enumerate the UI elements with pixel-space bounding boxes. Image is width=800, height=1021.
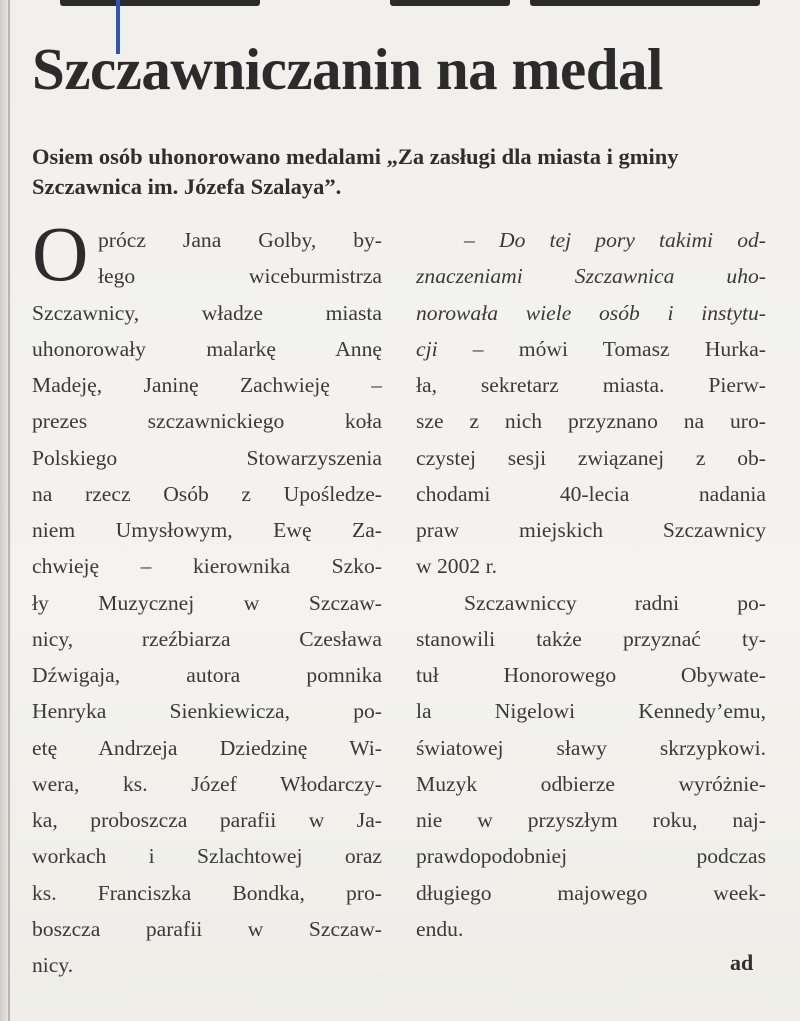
text-line: tuł Honorowego Obywate- [416,663,766,687]
text-line: niem Umysłowym, Ewę Za- [32,518,382,542]
text-line: ka, proboszcza parafii w Ja- [32,808,382,832]
text-line: Dźwigaja, autora pomnika [32,663,382,687]
text-line: etę Andrzeja Dziedzinę Wi- [32,735,382,760]
text-line: Muzyk odbierze wyróżnie- [416,771,766,796]
text-line: prawdopodobniej podczas [416,844,766,869]
text-line: prócz Jana Golby, by- [98,228,382,252]
quote-line: norowała wiele osób i instytu- [416,300,766,325]
text-line: uhonorowały malarkę Annę [32,336,382,361]
text-line: nicy. [32,953,74,977]
text-line: chwieję – kierownika Szko- [32,554,382,579]
quote-line: – Do tej pory takimi od- [464,228,766,252]
text-line: Madeję, Janinę Zachwieję – [32,373,382,397]
quote-end: cji [416,336,438,361]
text-line [416,331,766,367]
text-line: w 2002 r. [416,554,497,579]
text-line: ks. Franciszka Bondka, pro- [32,880,382,905]
text-line: workach i Szlachtowej oraz [32,844,382,869]
text-line: Polskiego Stowarzyszenia [32,445,382,470]
text-line: nie w przyszłym roku, naj- [416,808,766,832]
text-line: ły Muzycznej w Szczaw- [32,590,382,615]
article-column-left [32,222,382,983]
text-line: stanowili także przyznać ty- [416,626,766,651]
text-line: la Nigelowi Kennedy’emu, [416,699,766,724]
text-line: Szczawnicy, władze miasta [32,300,382,325]
text-line: endu. [416,916,464,941]
text-line: światowej sławy skrzypkowi. [416,735,766,760]
text-line: długiego majowego week- [416,880,766,905]
cut-off-previous-headline [60,0,760,8]
article-column-right [416,222,766,947]
text-line: boszcza parafii w Szczaw- [32,916,382,941]
text-line: prezes szczawnickiego koła [32,409,382,434]
quote-line: znaczeniami Szczawnica uho- [416,264,766,289]
text-line: Henryka Sienkiewicza, po- [32,699,382,724]
author-signature: ad [730,950,754,975]
text-line: na rzecz Osób z Upośledze- [32,481,382,506]
text-line: czystej sesji związanej z ob- [416,445,766,470]
text-line: Szczawniccy radni po- [464,590,766,615]
article-headline: Szczawniczanin na medal [32,36,663,102]
page-fold-shadow [0,0,12,1021]
text-line: praw miejskich Szczawnicy [416,518,766,542]
text-line: chodami 40-lecia nadania [416,481,766,506]
column-rule [8,0,10,1021]
text-line: ła, sekretarz miasta. Pierw- [416,373,766,397]
text-line: wera, ks. Józef Włodarczy- [32,771,382,796]
text-line: nicy, rzeźbiarza Czesława [32,626,382,651]
text-line: łego wiceburmistrza [98,264,382,289]
attribution: – mówi Tomasz Hurka- [437,336,766,361]
drop-cap: O [32,210,89,297]
article-lead: Osiem osób uhonorowano medalami „Za zasługi dla miasta i gminy Szczawnica im. Józefa Szalaya”. [32,144,679,199]
text-line: sze z nich przyznano na uro- [416,409,766,434]
